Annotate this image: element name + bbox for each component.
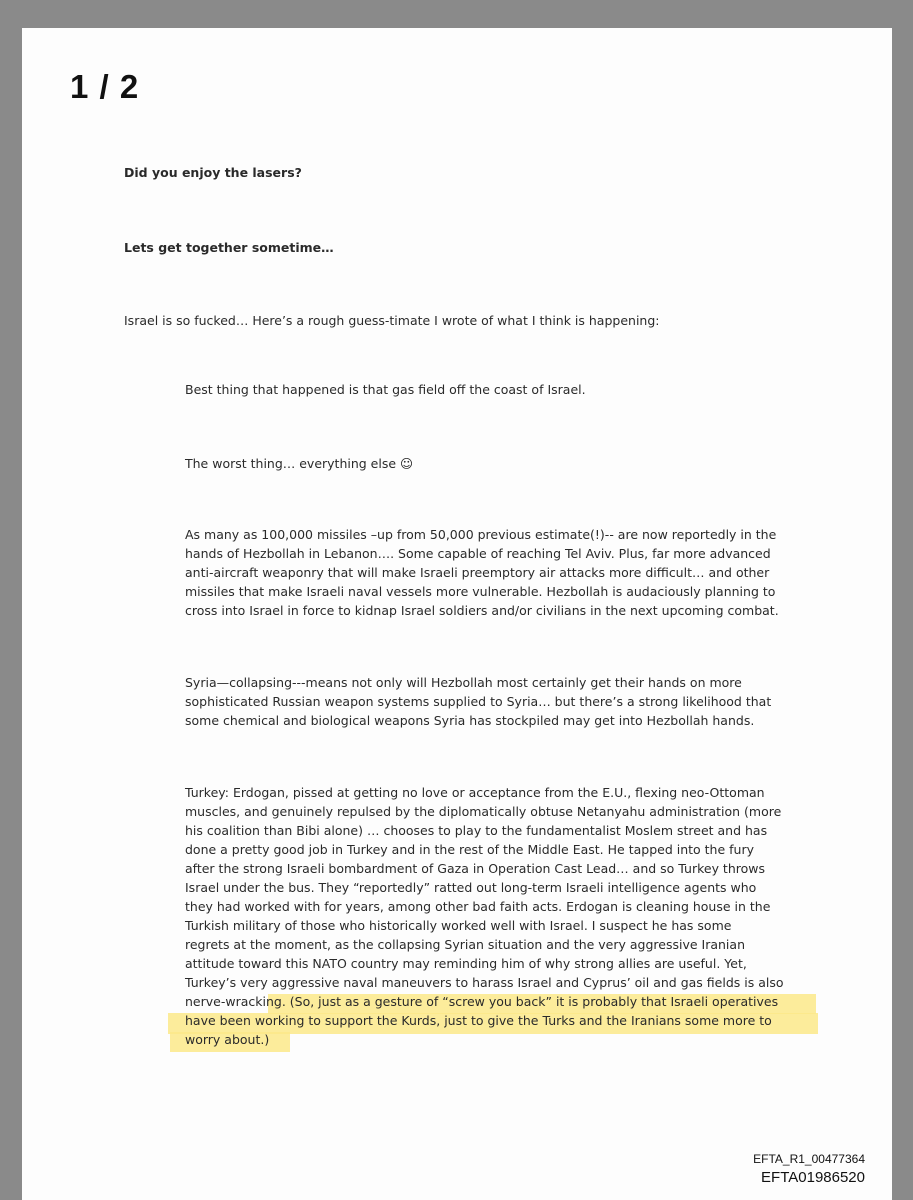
best-thing-line: Best thing that happened is that gas field off the coast of Israel. xyxy=(185,382,586,397)
paragraph-line: hands of Hezbollah in Lebanon…. Some capable of reaching Tel Aviv. Plus, far more advanced xyxy=(185,546,771,561)
paragraph-line: Turkey’s very aggressive naval maneuvers to harass Israel and Cyprus’ oil and gas fields is also xyxy=(185,975,784,990)
paragraph-line: anti-aircraft weaponry that will make Israeli preemptory air attacks more difficult… and other xyxy=(185,565,770,580)
paragraph-line: done a pretty good job in Turkey and in the rest of the Middle East. He tapped into the fury xyxy=(185,842,754,857)
intro-line: Israel is so fucked… Here’s a rough guess-timate I wrote of what I think is happening: xyxy=(124,313,660,328)
hezbollah-paragraph xyxy=(185,525,779,620)
plain-text: nerve-wrackin xyxy=(185,994,274,1009)
paragraph-line: his coalition than Bibi alone) … chooses to play to the fundamentalist Moslem street and has xyxy=(185,823,768,838)
paragraph-line: Syria—collapsing---means not only will Hezbollah most certainly get their hands on more xyxy=(185,675,742,690)
document-id-primary: EFTA_R1_00477364 xyxy=(753,1152,865,1166)
paragraph-line: As many as 100,000 missiles –up from 50,000 previous estimate(!)-- are now reportedly in the xyxy=(185,527,777,542)
paragraph-line: cross into Israel in force to kidnap Israel soldiers and/or civilians in the next upcoming combat. xyxy=(185,603,779,618)
paragraph-line: they had worked with for years, among other bad faith acts. Erdogan is cleaning house in the xyxy=(185,899,771,914)
paragraph-line: some chemical and biological weapons Syria has stockpiled may get into Hezbollah hands. xyxy=(185,713,755,728)
page-counter: 1 / 2 xyxy=(70,68,140,105)
highlighted-text: g. (So, just as a gesture of “screw you back” it is probably that Israeli operatives xyxy=(273,994,779,1009)
highlighted-line: worry about.) xyxy=(185,1032,270,1047)
greeting-line-2: Lets get together sometime… xyxy=(124,240,334,255)
paragraph-line: after the strong Israeli bombardment of Gaza in Operation Cast Lead… and so Turkey throws xyxy=(185,861,766,876)
paragraph-line: sophisticated Russian weapon systems supplied to Syria… but there’s a strong likelihood that xyxy=(185,694,772,709)
paragraph-line: Turkey: Erdogan, pissed at getting no love or acceptance from the E.U., flexing neo-Ottoman xyxy=(185,785,765,800)
paragraph-line: Israel under the bus. They “reportedly” ratted out long-term Israeli intelligence agents who xyxy=(185,880,757,895)
paragraph-line: regrets at the moment, as the collapsing Syrian situation and the very aggressive Iranian xyxy=(185,937,745,952)
document-id-secondary: EFTA01986520 xyxy=(761,1169,865,1186)
paragraph-line xyxy=(185,992,784,1011)
paragraph-line: muscles, and genuinely repulsed by the diplomatically obtuse Netanyahu administration (more xyxy=(185,804,782,819)
worst-thing-line: The worst thing… everything else ☺ xyxy=(185,456,414,471)
paragraph-line: Turkish military of those who historically worked well with Israel. I suspect he has some xyxy=(185,918,732,933)
turkey-paragraph xyxy=(185,783,784,1049)
highlighted-line: have been working to support the Kurds, just to give the Turks and the Iranians some more to xyxy=(185,1013,772,1028)
syria-paragraph xyxy=(185,673,771,730)
paragraph-line: missiles that make Israeli naval vessels more vulnerable. Hezbollah is audaciously planning to xyxy=(185,584,776,599)
greeting-line-1: Did you enjoy the lasers? xyxy=(124,165,302,180)
paragraph-line: attitude toward this NATO country may reminding him of why strong allies are useful. Yet, xyxy=(185,956,747,971)
